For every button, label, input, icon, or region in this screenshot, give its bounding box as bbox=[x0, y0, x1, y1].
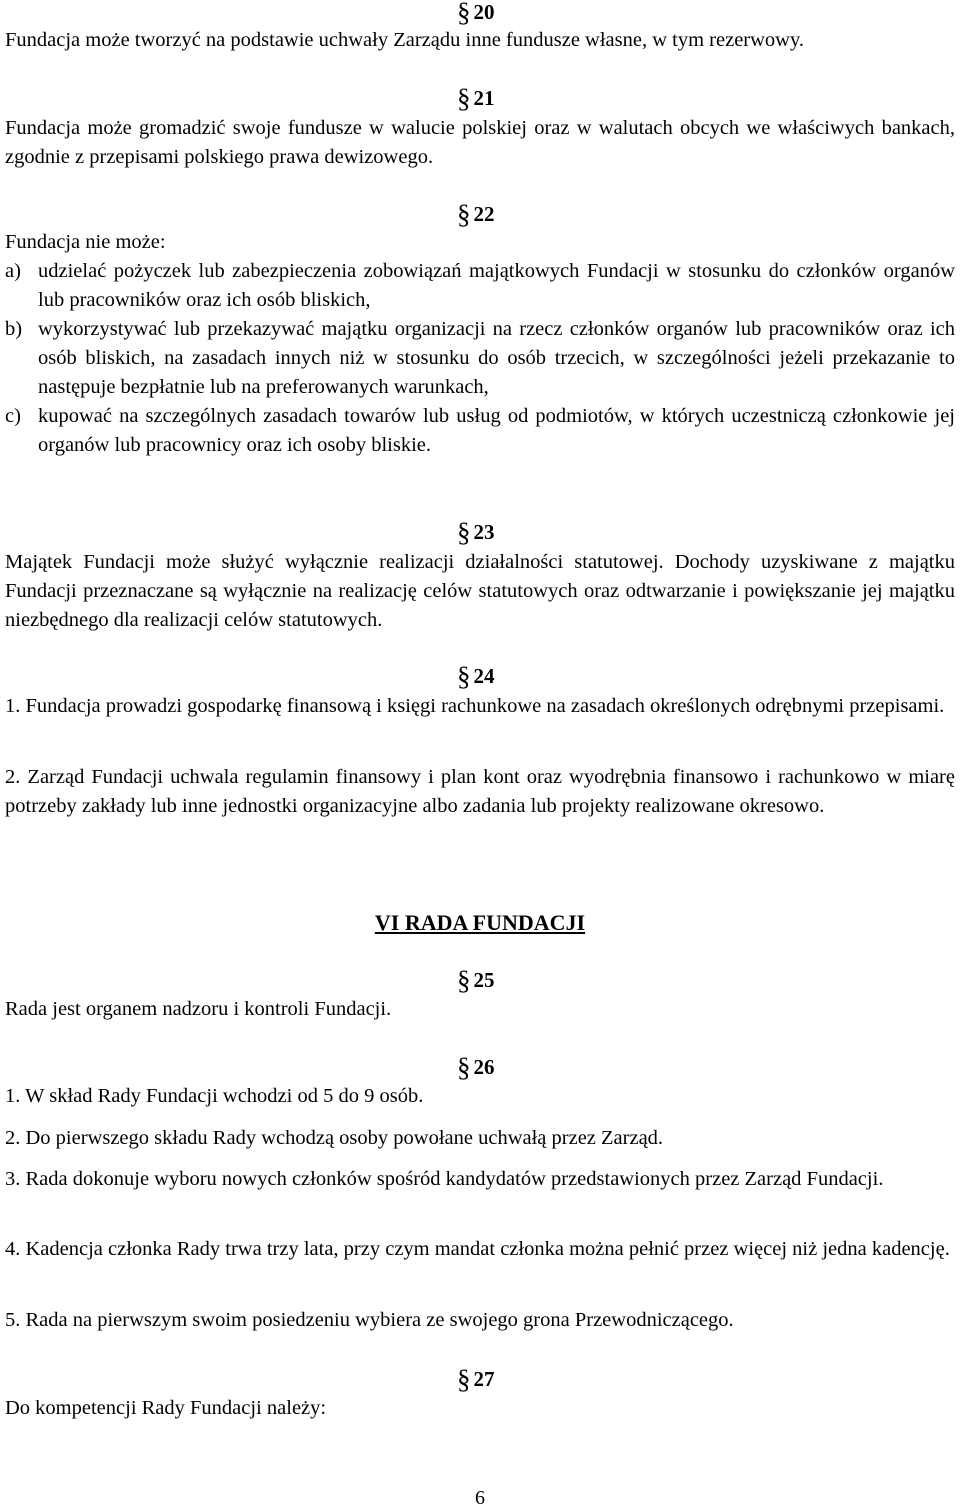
section-symbol: § bbox=[457, 1052, 471, 1082]
page-number: 6 bbox=[475, 1487, 485, 1509]
chapter-heading bbox=[0, 908, 960, 938]
section-24-paragraph-2: 2. Zarząd Fundacji uchwala regulamin finansowy i plan kont oraz wyodrębnia finansowo i rachunkowo w miarę potrzeby zakłady lub inne jednostki organizacyjne albo zadania lub projekty realizowane okresowo. bbox=[5, 766, 955, 817]
section-symbol: § bbox=[457, 83, 471, 113]
section-20-text: Fundacja może tworzyć na podstawie uchwały Zarządu inne fundusze własne, w tym rezerwowy. bbox=[5, 29, 805, 51]
section-24-paragraph-1: 1. Fundacja prowadzi gospodarkę finansową i księgi rachunkowe na zasadach określonych odrębnymi przepisami. bbox=[5, 695, 945, 717]
section-26-paragraph-4: 4. Kadencja członka Rady trwa trzy lata, przy czym mandat członka można pełnić przez więcej niż jedna kadencję. bbox=[5, 1238, 950, 1260]
list-item bbox=[5, 402, 955, 460]
section-25-text: Rada jest organem nadzoru i kontroli Fundacji. bbox=[5, 998, 392, 1020]
section-24-heading bbox=[457, 662, 495, 690]
section-symbol: § bbox=[457, 965, 471, 995]
list-item-text: udzielać pożyczek lub zabezpieczenia zobowiązań majątkowych Fundacji w stosunku do członków organów lub pracowników oraz ich osób bliskich, bbox=[38, 260, 955, 311]
section-number: 20 bbox=[473, 0, 495, 24]
section-26-paragraph-1: 1. W skład Rady Fundacji wchodzi od 5 do 9 osób. bbox=[5, 1085, 424, 1107]
list-item-label: c) bbox=[5, 405, 21, 427]
section-21-heading bbox=[457, 84, 495, 112]
section-number: 21 bbox=[473, 86, 495, 110]
section-symbol: § bbox=[457, 1364, 471, 1394]
section-26-heading bbox=[457, 1053, 495, 1081]
section-20-heading bbox=[457, 0, 495, 26]
section-number: 24 bbox=[473, 664, 495, 688]
list-item-text: wykorzystywać lub przekazywać majątku organizacji na rzecz członków organów lub pracowników oraz ich osób bliskich, na zasadach innych niż w stosunku do osób trzecich, w szczególności jeżeli przekazanie to następuje bezpłatnie lub na preferowanych warunkach, bbox=[38, 318, 955, 398]
section-symbol: § bbox=[457, 517, 471, 547]
list-item bbox=[5, 315, 955, 402]
section-number: 26 bbox=[473, 1055, 495, 1079]
list-item-label: b) bbox=[5, 318, 23, 340]
section-symbol: § bbox=[457, 0, 471, 27]
section-21-text: Fundacja może gromadzić swoje fundusze w walucie polskiej oraz w walutach obcych we właściwych bankach, zgodnie z przepisami polskiego prawa dewizowego. bbox=[5, 117, 955, 168]
section-23-text: Majątek Fundacji może służyć wyłącznie realizacji działalności statutowej. Dochody uzyskiwane z majątku Fundacji przeznaczane są wyłącznie na realizację celów statutowych oraz odtwarzanie i powiększanie jej majątku niezbędnego dla realizacji celów statutowych. bbox=[5, 551, 955, 631]
section-25-heading bbox=[457, 966, 495, 994]
list-item bbox=[5, 257, 955, 315]
section-22-list bbox=[5, 257, 955, 460]
section-27-heading bbox=[457, 1365, 495, 1393]
section-22-heading bbox=[457, 200, 495, 228]
chapter-title: VI RADA FUNDACJI bbox=[374, 910, 586, 935]
section-number: 27 bbox=[473, 1367, 495, 1391]
section-symbol: § bbox=[457, 199, 471, 229]
section-symbol: § bbox=[457, 661, 471, 691]
section-number: 25 bbox=[473, 968, 495, 992]
section-23-heading bbox=[457, 518, 495, 546]
section-number: 22 bbox=[473, 202, 495, 226]
section-22-intro: Fundacja nie może: bbox=[5, 231, 166, 253]
section-number: 23 bbox=[473, 520, 495, 544]
section-26-paragraph-2: 2. Do pierwszego składu Rady wchodzą osoby powołane uchwałą przez Zarząd. bbox=[5, 1127, 664, 1149]
list-item-text: kupować na szczególnych zasadach towarów lub usług od podmiotów, w których uczestniczą członkowie jej organów lub pracownicy oraz ich osoby bliskie. bbox=[38, 405, 955, 456]
section-26-paragraph-3: 3. Rada dokonuje wyboru nowych członków spośród kandydatów przedstawionych przez Zarząd Fundacji. bbox=[5, 1168, 884, 1190]
section-26-paragraph-5: 5. Rada na pierwszym swoim posiedzeniu wybiera ze swojego grona Przewodniczącego. bbox=[5, 1309, 734, 1331]
list-item-label: a) bbox=[5, 260, 21, 282]
section-27-text: Do kompetencji Rady Fundacji należy: bbox=[5, 1397, 327, 1419]
